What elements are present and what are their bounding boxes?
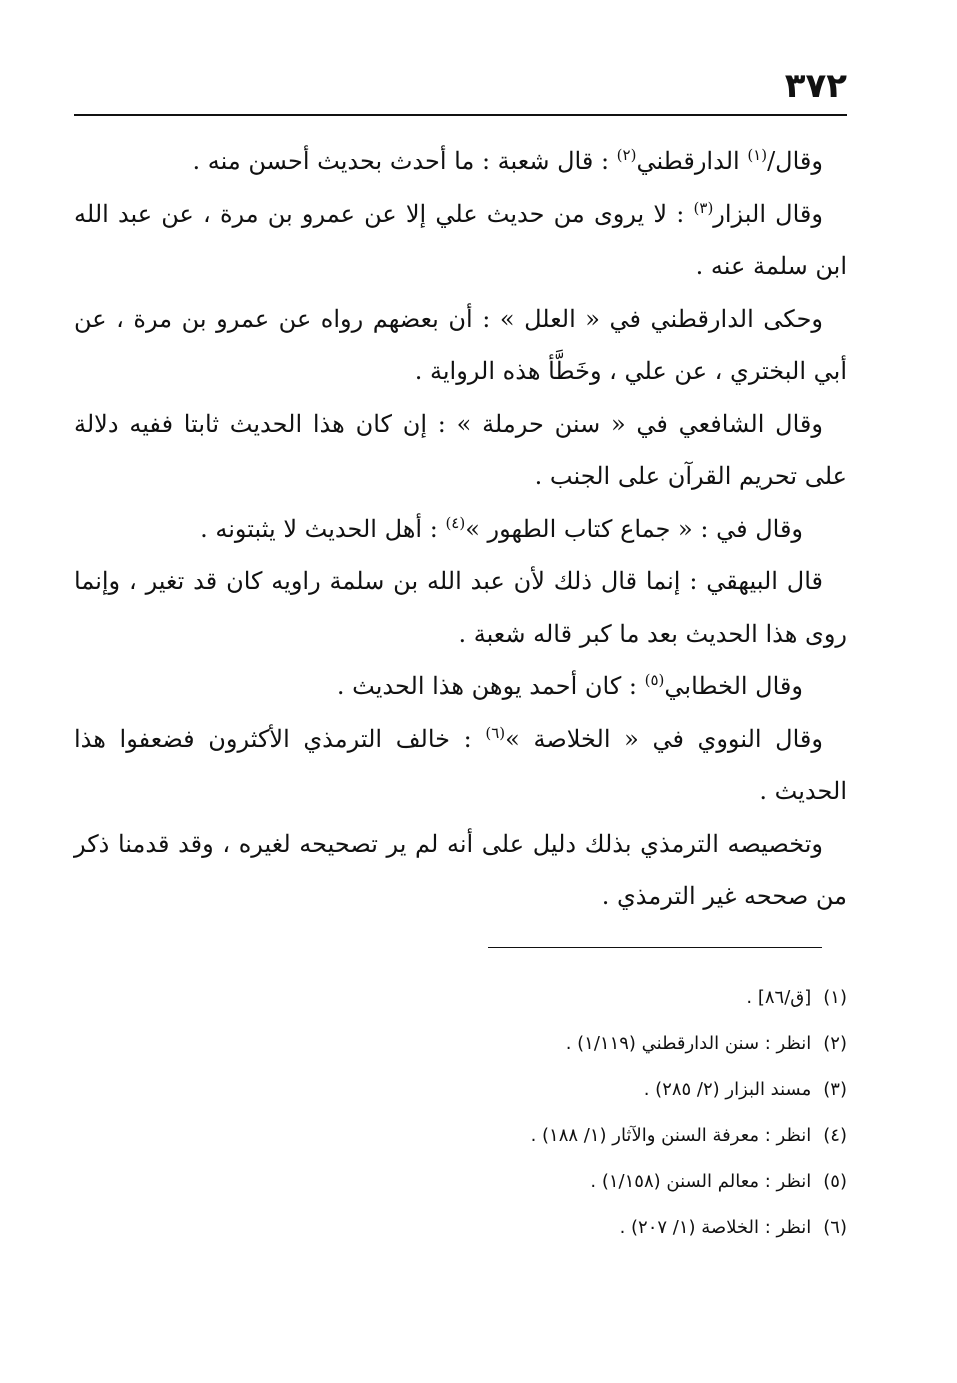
paragraph bbox=[74, 188, 847, 293]
text-run: : خالف الترمذي الأكثرون فضعفوا هذا الحديث . bbox=[74, 724, 847, 805]
paragraph: قال البيهقي : إنما قال ذلك لأن عبد الله بن سلمة راويه كان قد تغير ، وإنما روى هذا الحديث بعد ما كبر قاله شعبة . bbox=[74, 567, 847, 648]
footnote-ref: (١) bbox=[747, 146, 768, 164]
text-run: : لا يروى من حديث علي إلا عن عمرو بن مرة ، عن عبد الله ابن سلمة عنه . bbox=[74, 199, 847, 280]
text-run: وقال الخطابي bbox=[664, 672, 803, 700]
main-text bbox=[74, 135, 847, 923]
footnote-number: (١) bbox=[823, 987, 847, 1008]
footnote-ref: (٦) bbox=[485, 723, 506, 742]
footnote-number: (٣) bbox=[823, 1079, 847, 1100]
footnote-ref: (٣) bbox=[693, 198, 714, 217]
footnote-ref: (٥) bbox=[644, 671, 665, 689]
footnote-number: (٥) bbox=[823, 1171, 847, 1192]
paragraph: وتخصيصه الترمذي بذلك دليل على أنه لم ير تصحيحه لغيره ، وقد قدمنا ذكر من صححه غير الترمذي . bbox=[74, 829, 847, 910]
text-run: : كان أحمد يوهن هذا الحديث . bbox=[336, 672, 645, 700]
footnote-number: (٦) bbox=[823, 1217, 847, 1238]
text-run: وقال النووي في « الخلاصة » bbox=[505, 724, 823, 753]
footnote-text: [ق/٨٦] . bbox=[746, 987, 812, 1008]
footnote-ref: (٢) bbox=[616, 146, 637, 164]
paragraph bbox=[74, 135, 847, 188]
text-run: : قال شعبة : ما أحدث بحديث أحسن منه . bbox=[192, 147, 617, 175]
footnote bbox=[74, 1021, 847, 1067]
footnote-text: انظر : سنن الدارقطني (١/١١٩) . bbox=[565, 1033, 812, 1054]
footnotes bbox=[74, 975, 847, 1251]
paragraph bbox=[74, 503, 847, 556]
paragraph bbox=[74, 660, 847, 713]
footnote-number: (٤) bbox=[823, 1125, 847, 1146]
footnote bbox=[74, 1113, 847, 1159]
text-run: وقال/ bbox=[767, 147, 823, 175]
page-header bbox=[74, 62, 847, 116]
footnote-ref: (٤) bbox=[445, 513, 466, 532]
footnote bbox=[74, 1205, 847, 1251]
text-run: الدارقطني bbox=[636, 147, 748, 175]
paragraph bbox=[74, 713, 847, 818]
paragraph: وقال الشافعي في « سنن حرملة » : إن كان هذا الحديث ثابتا ففيه دلالة على تحريم القرآن على الجنب . bbox=[74, 409, 847, 490]
text-run: وقال في : « جماع كتاب الطهور » bbox=[465, 514, 803, 543]
footnote-number: (٢) bbox=[823, 1033, 847, 1054]
footnote-text: انظر : معالم السنن (١/١٥٨) . bbox=[590, 1171, 812, 1192]
text-run: : أهل الحديث لا يثبتونه . bbox=[200, 514, 446, 543]
paragraph: وحكى الدارقطني في « العلل » : أن بعضهم رواه عن عمرو بن مرة ، عن أبي البختري ، عن علي ، وخَطَّأ هذه الرواية . bbox=[74, 304, 847, 385]
page-number: ٣٧٢ bbox=[784, 66, 847, 106]
footnote bbox=[74, 1067, 847, 1113]
footnote-text: انظر : الخلاصة (١/ ٢٠٧) . bbox=[619, 1217, 812, 1238]
footnote-text: انظر : معرفة السنن والآثار (١/ ١٨٨) . bbox=[530, 1125, 812, 1146]
text-run: وقال البزار bbox=[713, 199, 823, 228]
footnote-separator bbox=[488, 947, 822, 948]
footnote bbox=[74, 975, 847, 1021]
footnote bbox=[74, 1159, 847, 1205]
footnote-text: مسند البزار (٢/ ٢٨٥) . bbox=[643, 1079, 812, 1100]
